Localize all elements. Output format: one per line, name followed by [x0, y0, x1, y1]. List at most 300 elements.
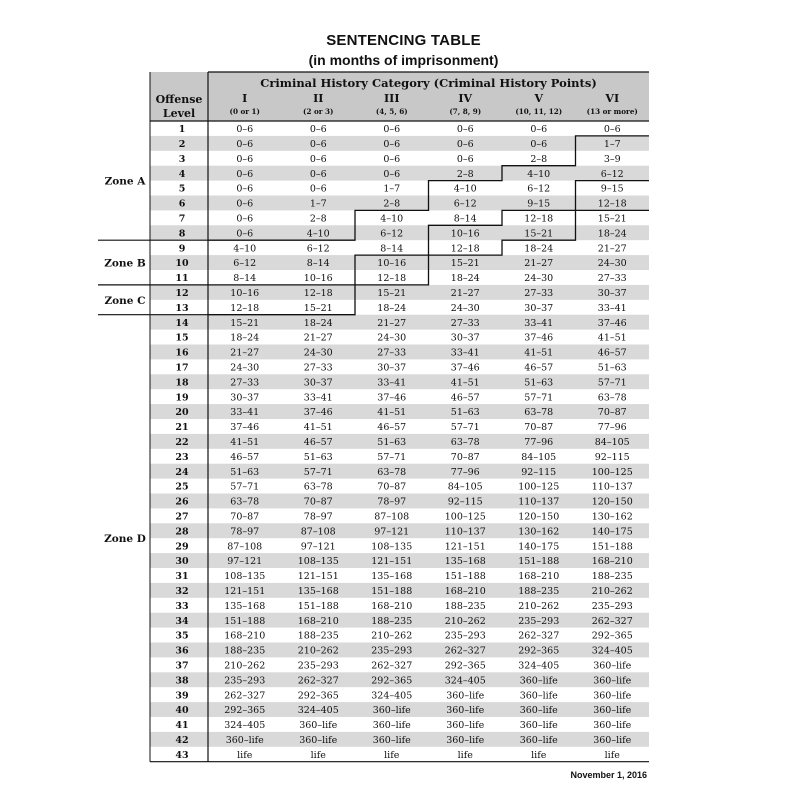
sentence-range: 97–121 [374, 526, 410, 538]
sentence-range: 4–10 [233, 243, 257, 255]
sentence-range: 33–41 [524, 317, 554, 329]
sentence-range: 0–6 [603, 124, 621, 136]
sentence-range: 0–6 [456, 139, 474, 150]
sentence-range: 360–life [519, 705, 558, 717]
offense-level: 22 [175, 437, 189, 448]
sentence-range: 63–78 [303, 481, 333, 493]
sentence-range: 18–24 [303, 317, 333, 329]
sentence-range: 92–115 [521, 466, 557, 478]
sentence-range: 0–6 [456, 124, 474, 136]
sentence-range: 77–96 [524, 437, 554, 448]
sentence-range: 151–188 [518, 556, 560, 568]
sentence-range: 0–6 [236, 213, 254, 225]
sentence-range: 130–162 [591, 511, 633, 523]
sentence-range: 46–57 [450, 392, 480, 404]
sentence-range: 292–365 [444, 660, 486, 672]
category-points-III: (4, 5, 6) [375, 107, 408, 116]
sentence-range: 70–87 [524, 422, 554, 434]
sentence-range: 24–30 [230, 362, 260, 374]
offense-level: 2 [178, 139, 186, 150]
sentence-range: 360–life [446, 720, 485, 732]
sentence-range: 360–life [593, 690, 632, 702]
sentence-range: 21–27 [303, 332, 333, 344]
sentence-range: 78–97 [230, 526, 260, 538]
sentence-range: 33–41 [303, 392, 333, 404]
sentence-range: 0–6 [383, 139, 401, 150]
sentence-range: 24–30 [524, 273, 554, 285]
sentence-range: 78–97 [303, 511, 333, 523]
offense-level: 24 [175, 466, 189, 478]
offense-level: 32 [175, 586, 189, 597]
sentence-range: 18–24 [524, 243, 554, 255]
sentence-range: 0–6 [236, 124, 254, 136]
sentence-range: 100–125 [591, 466, 633, 478]
sentence-range: 10–16 [377, 258, 407, 270]
sentence-range: 151–188 [224, 615, 266, 627]
offense-level: 27 [175, 511, 189, 523]
sentence-range: 24–30 [303, 347, 333, 359]
sentence-range: 2–8 [530, 153, 548, 165]
sentence-range: 27–33 [524, 288, 554, 299]
sentence-range: 84–105 [447, 481, 483, 493]
sentence-range: 188–235 [591, 571, 633, 583]
sentence-range: 92–115 [594, 451, 630, 463]
sentence-range: 46–57 [303, 437, 333, 448]
sentence-range: 135–168 [371, 571, 413, 583]
offense-level: 41 [175, 720, 189, 732]
page-title: SENTENCING TABLE [326, 32, 481, 49]
sentence-range: 41–51 [450, 377, 480, 389]
sentence-range: 33–41 [597, 302, 627, 314]
sentence-range: 188–235 [518, 586, 560, 597]
sentence-range: 188–235 [297, 630, 339, 642]
sentence-range: 41–51 [377, 407, 407, 419]
category-points-IV: (7, 8, 9) [449, 107, 482, 116]
sentence-range: 70–87 [450, 451, 480, 463]
sentence-range: 324–405 [518, 660, 560, 672]
sentence-range: 24–30 [597, 258, 627, 270]
offense-level-header: Level [162, 107, 196, 120]
offense-level: 15 [175, 332, 189, 344]
offense-level: 18 [175, 377, 189, 389]
sentence-range: 4–10 [306, 228, 330, 240]
offense-level: 34 [175, 615, 189, 627]
sentence-range: 6–12 [527, 183, 551, 195]
sentence-range: 100–125 [518, 481, 560, 493]
offense-level: 8 [178, 228, 186, 240]
offense-level-header: Offense [155, 93, 203, 106]
sentence-range: 51–63 [524, 377, 554, 389]
sentence-range: 30–37 [303, 377, 333, 389]
offense-level: 14 [175, 317, 189, 329]
sentence-range: 360–life [446, 690, 485, 702]
sentence-range: 10–16 [230, 288, 260, 299]
sentence-range: 18–24 [450, 273, 480, 285]
offense-level: 21 [175, 422, 189, 434]
sentence-range: 24–30 [450, 302, 480, 314]
sentence-range: 151–188 [444, 571, 486, 583]
sentence-range: life [384, 749, 400, 761]
sentence-range: 0–6 [383, 153, 401, 165]
category-roman-III: III [384, 92, 400, 105]
offense-level: 3 [178, 153, 186, 165]
sentence-range: 0–6 [236, 228, 254, 240]
sentence-range: 33–41 [450, 347, 480, 359]
sentence-range: 1–7 [309, 198, 327, 210]
sentence-range: 6–12 [306, 243, 330, 255]
sentence-range: 6–12 [380, 228, 404, 240]
sentence-range: 360–life [593, 735, 632, 746]
sentence-range: 324–405 [297, 705, 339, 717]
sentence-range: 27–33 [230, 377, 260, 389]
sentence-range: 360–life [372, 720, 411, 732]
sentence-range: 87–108 [227, 541, 263, 553]
sentence-range: 12–18 [597, 198, 627, 210]
category-roman-VI: VI [605, 92, 620, 105]
sentence-range: 21–27 [524, 258, 554, 270]
sentence-range: 235–293 [518, 615, 560, 627]
sentence-range: 46–57 [377, 422, 407, 434]
sentence-range: 37–46 [524, 332, 554, 344]
sentence-range: 57–71 [303, 466, 333, 478]
sentence-range: 0–6 [309, 124, 327, 136]
sentence-range: 12–18 [524, 213, 554, 225]
sentence-range: 2–8 [456, 168, 474, 180]
zone-label: Zone B [104, 257, 146, 270]
sentence-range: 235–293 [444, 630, 486, 642]
sentence-range: 51–63 [377, 437, 407, 448]
sentence-range: 210–262 [518, 600, 560, 612]
offense-level: 7 [178, 213, 186, 225]
sentence-range: 100–125 [444, 511, 486, 523]
sentence-range: 0–6 [309, 139, 327, 150]
sentence-range: 0–6 [309, 183, 327, 195]
sentence-range: 51–63 [597, 362, 627, 374]
offense-level: 1 [178, 124, 186, 136]
sentence-range: 130–162 [518, 526, 560, 538]
sentence-range: 292–365 [224, 705, 266, 717]
sentence-range: life [531, 749, 547, 761]
sentence-range: 63–78 [377, 466, 407, 478]
sentence-range: 18–24 [597, 228, 627, 240]
sentence-range: 1–7 [383, 183, 401, 195]
zone-boundary [208, 136, 649, 240]
offense-level: 13 [175, 302, 189, 314]
sentence-range: 18–24 [377, 302, 407, 314]
sentence-range: 27–33 [303, 362, 333, 374]
sentence-range: 360–life [519, 675, 558, 687]
sentence-range: 21–27 [450, 288, 480, 299]
sentence-range: 8–14 [453, 213, 477, 225]
sentence-range: 140–175 [518, 541, 560, 553]
sentence-range: life [237, 749, 253, 761]
offense-level: 12 [175, 288, 189, 299]
sentence-range: 292–365 [297, 690, 339, 702]
sentence-range: 135–168 [224, 600, 266, 612]
sentence-range: 262–327 [591, 615, 633, 627]
sentence-range: 12–18 [303, 288, 333, 299]
sentence-range: 121–151 [444, 541, 486, 553]
sentence-range: 2–8 [309, 213, 327, 225]
sentence-range: 9–15 [527, 198, 551, 210]
sentence-range: 2–8 [383, 198, 401, 210]
sentence-range: 51–63 [450, 407, 480, 419]
sentence-range: 108–135 [371, 541, 413, 553]
sentence-range: 360–life [225, 735, 264, 746]
sentence-range: 0–6 [530, 124, 548, 136]
sentence-range: 70–87 [303, 496, 333, 508]
sentence-range: 8–14 [233, 273, 257, 285]
sentence-range: life [457, 749, 473, 761]
sentence-range: 121–151 [224, 586, 266, 597]
sentence-range: 151–188 [297, 600, 339, 612]
sentence-range: 262–327 [371, 660, 413, 672]
sentence-range: 8–14 [306, 258, 330, 270]
sentence-range: 235–293 [224, 675, 266, 687]
offense-level: 29 [175, 541, 189, 553]
sentence-range: 15–21 [377, 288, 407, 299]
sentence-range: 360–life [372, 735, 411, 746]
sentence-range: 262–327 [518, 630, 560, 642]
offense-level: 35 [175, 630, 189, 642]
sentence-range: 188–235 [444, 600, 486, 612]
sentence-range: 77–96 [450, 466, 480, 478]
sentence-range: 360–life [519, 735, 558, 746]
page-subtitle: (in months of imprisonment) [308, 52, 499, 68]
sentence-range: 6–12 [453, 198, 477, 210]
offense-level: 5 [178, 183, 186, 195]
offense-level: 26 [175, 496, 189, 508]
sentence-range: 63–78 [597, 392, 627, 404]
zone-label: Zone D [104, 533, 146, 546]
sentence-range: 324–405 [224, 720, 266, 732]
footer-date: November 1, 2016 [570, 770, 647, 780]
sentence-range: 21–27 [377, 317, 407, 329]
sentence-range: 46–57 [230, 451, 260, 463]
category-points-V: (10, 11, 12) [515, 107, 563, 116]
sentence-range: 46–57 [597, 347, 627, 359]
category-roman-IV: IV [458, 92, 473, 105]
sentence-range: 84–105 [594, 437, 630, 448]
sentence-range: 262–327 [444, 645, 486, 657]
offense-level: 11 [175, 273, 189, 285]
sentence-range: 97–121 [227, 556, 263, 568]
sentence-range: 15–21 [597, 213, 627, 225]
sentence-range: 15–21 [524, 228, 554, 240]
sentence-range: 77–96 [597, 422, 627, 434]
sentence-range: 4–10 [527, 168, 551, 180]
sentence-range: 1–7 [603, 139, 621, 150]
sentence-range: 210–262 [297, 645, 339, 657]
sentence-range: 188–235 [371, 615, 413, 627]
sentence-range: 30–37 [597, 288, 627, 299]
offense-level: 16 [175, 347, 189, 359]
sentence-range: 15–21 [303, 302, 333, 314]
sentence-range: 151–188 [371, 586, 413, 597]
offense-level: 20 [175, 407, 189, 419]
sentence-range: 12–18 [450, 243, 480, 255]
sentence-range: 110–137 [518, 496, 560, 508]
sentence-range: 324–405 [371, 690, 413, 702]
sentence-range: 121–151 [371, 556, 413, 568]
sentence-range: 37–46 [230, 422, 260, 434]
sentence-range: 3–9 [603, 153, 621, 165]
sentence-range: 15–21 [230, 317, 260, 329]
offense-level: 4 [178, 168, 186, 180]
category-points-I: (0 or 1) [229, 107, 260, 116]
sentence-range: 360–life [299, 720, 338, 732]
sentence-range: 262–327 [297, 675, 339, 687]
sentence-range: 41–51 [524, 347, 554, 359]
sentence-range: 63–78 [230, 496, 260, 508]
sentence-range: 6–12 [600, 168, 624, 180]
sentence-range: 4–10 [380, 213, 404, 225]
sentence-range: 168–210 [518, 571, 560, 583]
sentence-range: 360–life [593, 705, 632, 717]
sentence-range: 8–14 [380, 243, 404, 255]
sentence-range: 12–18 [377, 273, 407, 285]
sentence-range: 30–37 [524, 302, 554, 314]
sentence-range: 188–235 [224, 645, 266, 657]
category-roman-I: I [242, 92, 248, 105]
sentence-range: 135–168 [444, 556, 486, 568]
sentence-range: 108–135 [297, 556, 339, 568]
sentence-range: 360–life [446, 705, 485, 717]
sentence-range: 0–6 [530, 139, 548, 150]
offense-level: 23 [175, 451, 189, 463]
sentence-range: 41–51 [303, 422, 333, 434]
sentence-range: 0–6 [236, 183, 254, 195]
sentence-range: 292–365 [371, 675, 413, 687]
sentence-range: 262–327 [224, 690, 266, 702]
sentence-range: 10–16 [303, 273, 333, 285]
sentence-range: 15–21 [450, 258, 480, 270]
sentence-range: 37–46 [303, 407, 333, 419]
category-roman-V: V [534, 92, 544, 105]
sentence-range: 9–15 [600, 183, 624, 195]
sentence-range: 24–30 [377, 332, 407, 344]
sentence-range: 41–51 [597, 332, 627, 344]
offense-level: 9 [178, 243, 186, 255]
offense-level: 38 [175, 675, 189, 687]
sentence-range: 6–12 [233, 258, 257, 270]
sentence-range: 37–46 [597, 317, 627, 329]
offense-level: 30 [175, 556, 189, 568]
sentence-range: 21–27 [230, 347, 260, 359]
sentence-range: 110–137 [444, 526, 486, 538]
offense-level: 17 [175, 362, 189, 374]
sentence-range: 360–life [593, 660, 632, 672]
sentence-range: 168–210 [224, 630, 266, 642]
offense-level: 6 [178, 198, 186, 210]
sentence-range: 360–life [372, 705, 411, 717]
sentence-range: life [604, 749, 620, 761]
sentence-range: 12–18 [230, 302, 260, 314]
sentence-range: 27–33 [450, 317, 480, 329]
sentence-range: 87–108 [300, 526, 336, 538]
sentence-range: 168–210 [444, 586, 486, 597]
sentence-range: 63–78 [524, 407, 554, 419]
sentence-range: 30–37 [450, 332, 480, 344]
offense-level: 31 [175, 571, 189, 583]
sentence-range: 30–37 [377, 362, 407, 374]
sentence-range: 92–115 [447, 496, 483, 508]
sentence-range: 70–87 [597, 407, 627, 419]
sentence-range: 63–78 [450, 437, 480, 448]
sentence-range: 70–87 [377, 481, 407, 493]
offense-level: 37 [175, 660, 189, 672]
sentence-range: 57–71 [230, 481, 260, 493]
sentence-range: 360–life [519, 690, 558, 702]
offense-level: 36 [175, 645, 189, 657]
sentence-range: 168–210 [297, 615, 339, 627]
sentence-range: 46–57 [524, 362, 554, 374]
offense-level: 42 [175, 735, 189, 746]
zone-label: Zone A [104, 175, 146, 188]
sentence-range: 360–life [593, 675, 632, 687]
sentence-range: 210–262 [591, 586, 633, 597]
sentence-range: 168–210 [591, 556, 633, 568]
sentence-range: 37–46 [377, 392, 407, 404]
sentence-range: 360–life [446, 735, 485, 746]
sentence-range: 121–151 [297, 571, 339, 583]
sentence-range: 360–life [593, 720, 632, 732]
sentence-range: 292–365 [518, 645, 560, 657]
sentence-range: 235–293 [371, 645, 413, 657]
sentence-range: 151–188 [591, 541, 633, 553]
offense-level: 43 [175, 749, 189, 761]
sentence-range: 0–6 [383, 124, 401, 136]
sentence-range: 292–365 [591, 630, 633, 642]
zone-label: Zone C [104, 294, 146, 307]
sentence-range: 360–life [299, 735, 338, 746]
sentence-range: 235–293 [591, 600, 633, 612]
offense-level: 40 [175, 705, 189, 717]
sentence-range: 120–150 [518, 511, 560, 523]
sentence-range: 0–6 [236, 198, 254, 210]
sentence-range: 33–41 [377, 377, 407, 389]
sentence-range: 10–16 [450, 228, 480, 240]
sentence-range: 120–150 [591, 496, 633, 508]
sentence-range: 324–405 [591, 645, 633, 657]
offense-level: 39 [175, 690, 189, 702]
sentence-range: 27–33 [377, 347, 407, 359]
sentence-range: 57–71 [377, 451, 407, 463]
sentence-range: 0–6 [236, 168, 254, 180]
offense-level: 25 [175, 481, 189, 493]
category-points-VI: (13 or more) [586, 107, 638, 116]
sentence-range: 4–10 [453, 183, 477, 195]
offense-level: 33 [175, 600, 189, 612]
sentence-range: 0–6 [236, 139, 254, 150]
sentence-range: 84–105 [521, 451, 557, 463]
sentence-range: 360–life [519, 720, 558, 732]
sentence-range: 78–97 [377, 496, 407, 508]
sentence-range: life [310, 749, 326, 761]
sentence-range: 135–168 [297, 586, 339, 597]
sentence-range: 18–24 [230, 332, 260, 344]
sentence-range: 41–51 [230, 437, 260, 448]
offense-level: 10 [175, 258, 189, 270]
sentence-range: 0–6 [236, 153, 254, 165]
sentence-range: 210–262 [224, 660, 266, 672]
sentence-range: 210–262 [371, 630, 413, 642]
sentence-range: 87–108 [374, 511, 410, 523]
sentence-range: 57–71 [450, 422, 480, 434]
sentence-range: 324–405 [444, 675, 486, 687]
sentence-range: 0–6 [309, 168, 327, 180]
category-points-II: (2 or 3) [303, 107, 334, 116]
